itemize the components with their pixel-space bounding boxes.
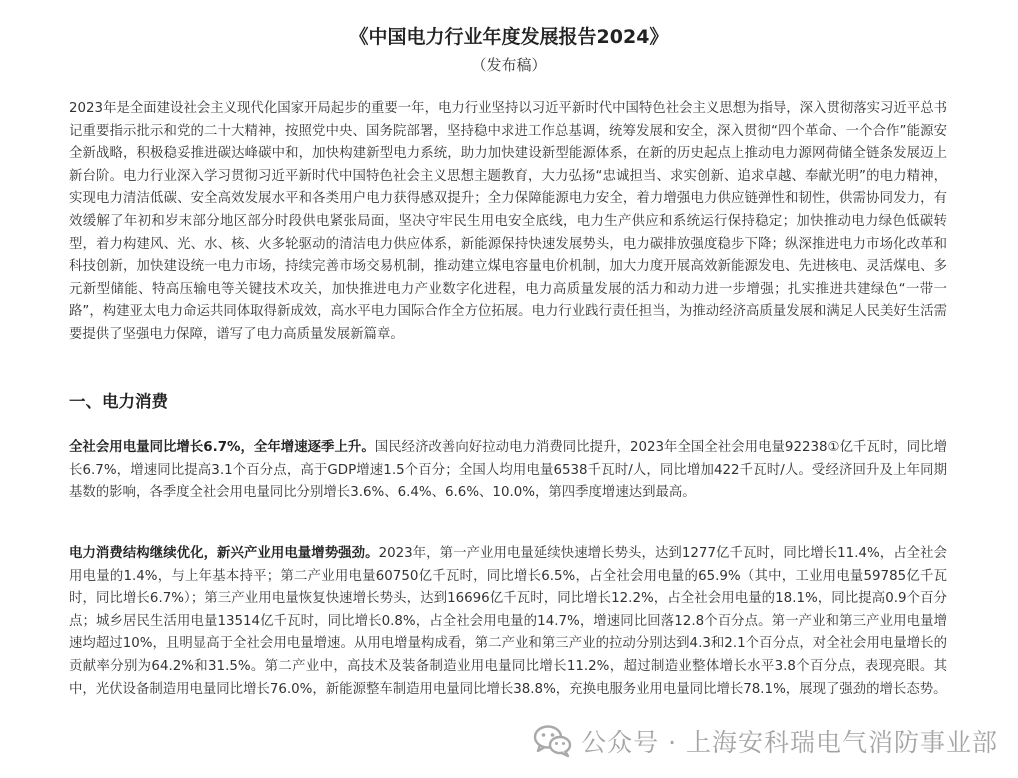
wechat-icon bbox=[533, 724, 573, 758]
paragraph-lead: 电力消费结构继续优化，新兴产业用电量增势强劲。 bbox=[69, 546, 379, 561]
section-heading-power-consumption: 一、电力消费 bbox=[69, 392, 168, 411]
paragraph-lead: 全社会用电量同比增长6.7%，全年增速逐季上升。 bbox=[69, 440, 375, 455]
watermark-text: 公众号 · 上海安科瑞电气消防事业部 bbox=[581, 728, 998, 757]
report-title: 《中国电力行业年度发展报告2024》 bbox=[349, 26, 669, 48]
paragraph-consumption-structure bbox=[69, 543, 947, 701]
paragraph-body: 国民经济改善向好拉动电力消费同比提升，2023年全国全社会用电量92238①亿千瓦时，同比增长6.7%，增速同比提高3.1个百分点，高于GDP增速1.5个百分；全国人均用电量6538千瓦时/人，同比增加422千瓦时/人。受经济回升及上年同期基数的影响，各季度全社会用电量同比分别增长3.6%、6.4%、6.6%、10.0%，第四季度增速达到最高。 bbox=[69, 440, 948, 501]
paragraph-body: 2023年，第一产业用电量延续快速增长势头，达到1277亿千瓦时，同比增长11.4%，占全社会用电量的1.4%，与上年基本持平；第二产业用电量60750亿千瓦时，同比增长6.5%，占全社会用电量的65.9%（其中，工业用电量59785亿千瓦时，同比增长6.7%）；第三产业用电量恢复快速增长势头，达到16696亿千瓦时，同比增长12.2%，占全社会用电量的18.1%，同比提高0.9个百分点；城乡居民生活用电量13514亿千瓦时，同比增长0.8%，占全社会用电量的14.7%，增速同比回落12.8个百分点。第一产业和第三产业用电量增速均超过10%，且明显高于全社会用电量增速。从用电增量构成看，第二产业和第三产业的拉动分别达到4.3和2.1个百分点，对全社会用电量增长的贡献率分别为64.2%和31.5%。第二产业中，高技术及装备制造业用电量同比增长11.2%，超过制造业整体增长水平3.8个百分点，表现亮眼。其中，光伏设备制造用电量同比增长76.0%，新能源整车制造用电量同比增长38.8%，充换电服务业用电量同比增长78.1%，展现了强劲的增长态势。 bbox=[69, 546, 947, 697]
paragraph-total-consumption bbox=[69, 437, 947, 505]
intro-paragraph: 2023年是全面建设社会主义现代化国家开局起步的重要一年，电力行业坚持以习近平新时代中国特色社会主义思想为指导，深入贯彻落实习近平总书记重要指示批示和党的二十大精神，按照党中央、国务院部署，坚持稳中求进工作总基调，统筹发展和安全，深入贯彻“四个革命、一个合作”能源安全新战略，积极稳妥推进碳达峰碳中和，加快构建新型电力系统，助力加快建设新型能源体系，在新的历史起点上推动电力源网荷储全链条发展迈上新台阶。电力行业深入学习贯彻习近平新时代中国特色社会主义思想主题教育，大力弘扬“忠诚担当、求实创新、追求卓越、奉献光明”的电力精神，实现电力清洁低碳、安全高效发展水平和各类用户电力获得感双提升；全力保障能源电力安全，着力增强电力供应链弹性和韧性，供需协同发力，有效缓解了年初和岁末部分地区部分时段供电紧张局面，坚决守牢民生用电安全底线，电力生产供应和系统运行保持稳定；加快推动电力绿色低碳转型，着力构建风、光、水、核、火多轮驱动的清洁电力供应体系，新能源保持快速发展势头，电力碳排放强度稳步下降；纵深推进电力市场化改革和科技创新，加快建设统一电力市场，持续完善市场交易机制，推动建立煤电容量电价机制，加大力度开展高效新能源发电、先进核电、灵活煤电、多元新型储能、特高压输电等关键技术攻关，加快推进电力产业数字化进程，电力高质量发展的活力和动力进一步增强；扎实推进共建绿色“一带一路”，构建亚太电力命运共同体取得新成效，高水平电力国际合作全方位拓展。电力行业践行责任担当，为推动经济高质量发展和满足人民美好生活需要提供了坚强电力保障，谱写了电力高质量发展新篇章。 bbox=[69, 101, 947, 342]
watermark bbox=[533, 716, 998, 766]
report-subtitle: （发布稿） bbox=[471, 56, 547, 74]
